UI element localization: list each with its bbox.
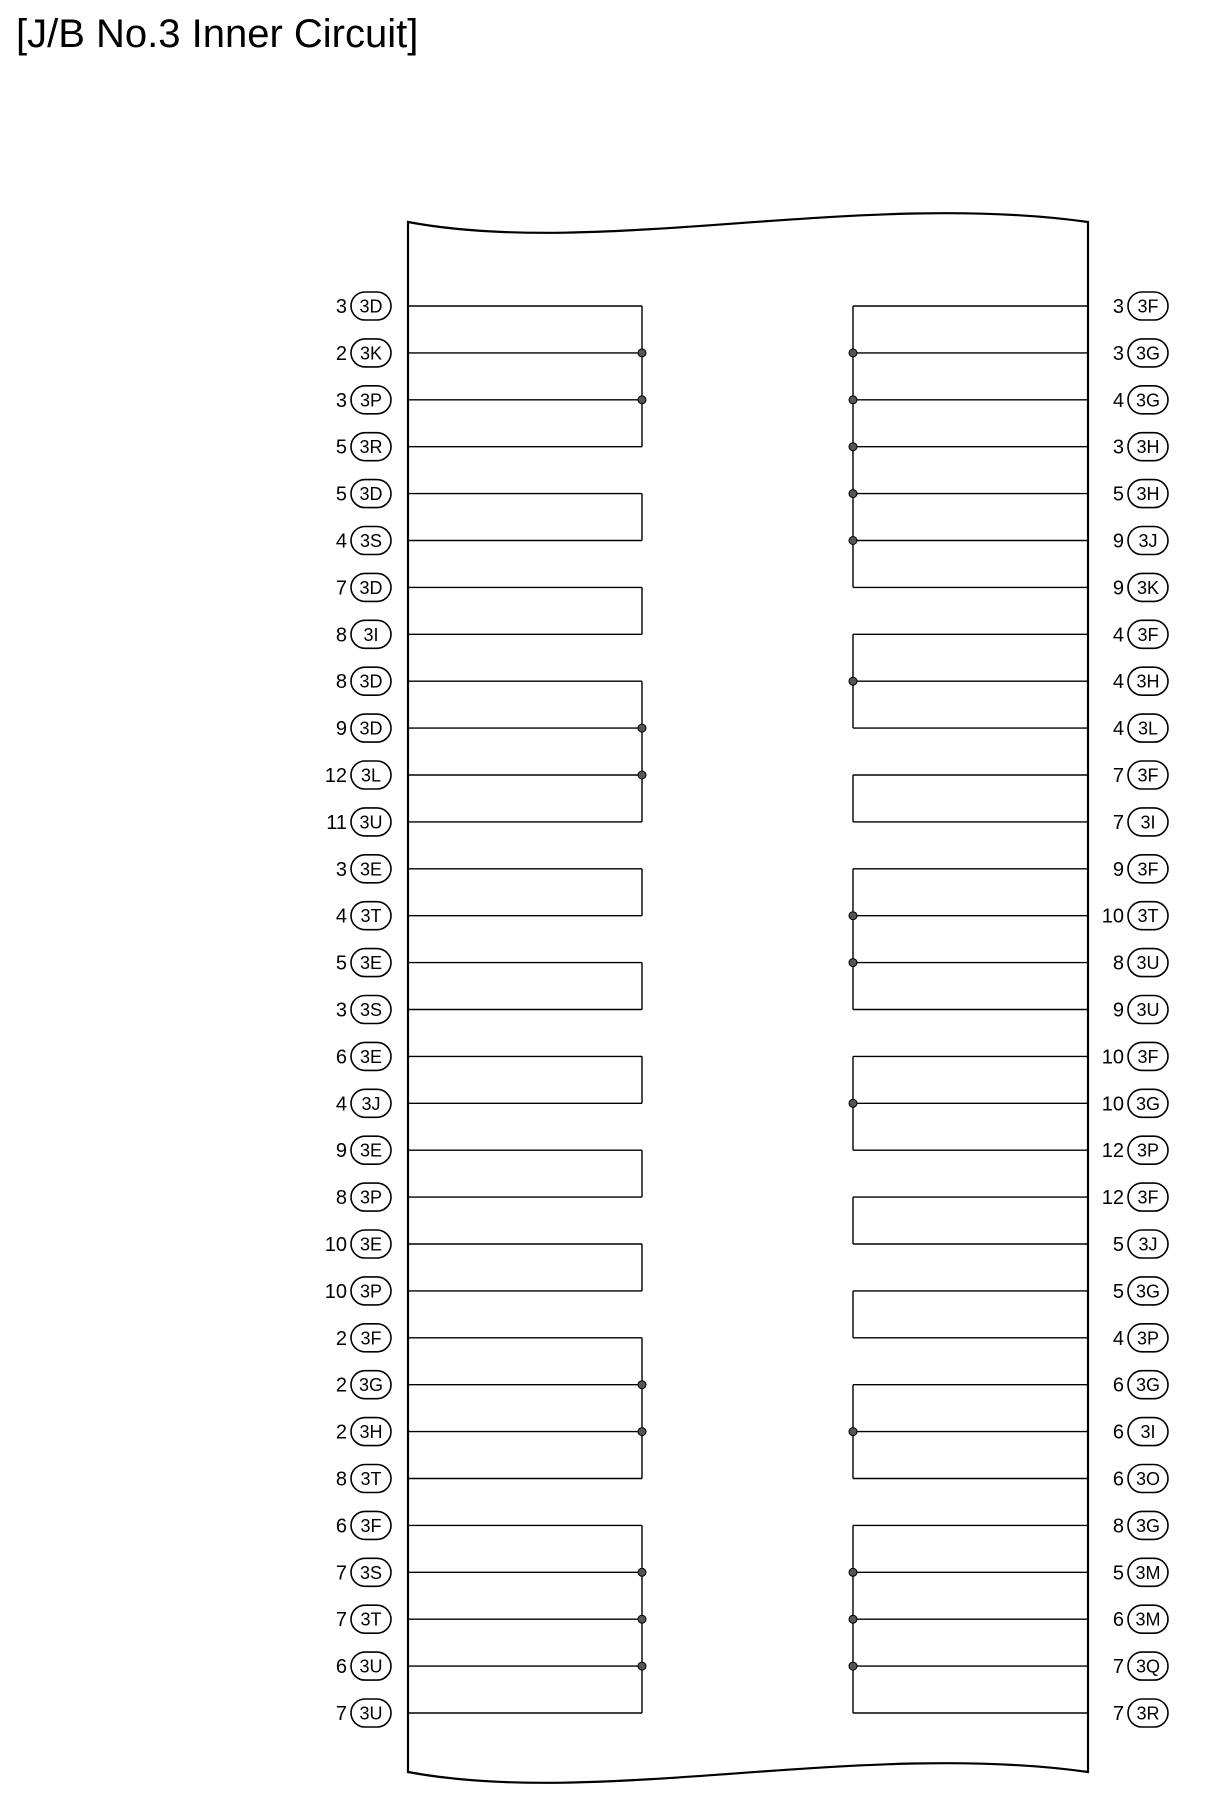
right-terminal-19 — [1102, 1183, 1168, 1211]
splice-point — [638, 396, 646, 404]
splice-point — [849, 1615, 857, 1623]
right-circuit-group-6 — [853, 1291, 1088, 1338]
left-terminal-30 — [336, 1699, 391, 1727]
splice-point — [638, 349, 646, 357]
splice-point — [638, 771, 646, 779]
left-terminal-15 — [336, 996, 391, 1024]
pin-number: 4 — [335, 530, 347, 553]
connector-label: 3U — [1136, 953, 1160, 974]
left-terminal-22 — [336, 1324, 391, 1352]
pin-number: 10 — [1101, 1046, 1124, 1069]
splice-point — [849, 349, 857, 357]
right-terminal-13 — [1102, 902, 1168, 930]
right-terminal-17 — [1102, 1089, 1168, 1117]
right-terminal-30 — [1113, 1699, 1168, 1727]
pin-number: 5 — [335, 952, 347, 975]
splice-point — [849, 1099, 857, 1107]
connector-label: 3R — [359, 437, 383, 458]
pin-number: 10 — [324, 1280, 347, 1303]
connector-label: 3L — [360, 765, 382, 786]
right-terminal-24 — [1113, 1418, 1168, 1446]
pin-number: 3 — [335, 296, 347, 318]
right-terminal-14 — [1113, 949, 1168, 977]
pin-number: 12 — [1101, 1140, 1124, 1163]
connector-label: 3D — [359, 577, 383, 598]
connector-label: 3G — [1135, 1281, 1161, 1302]
pin-number: 12 — [324, 765, 347, 787]
right-terminal-18 — [1102, 1136, 1168, 1164]
pin-number: 3 — [335, 858, 347, 881]
left-terminal-18 — [336, 1136, 391, 1164]
connector-label: 3G — [1135, 1515, 1161, 1536]
connector-label: 3T — [360, 1469, 382, 1489]
pin-number: 12 — [1101, 1187, 1124, 1210]
right-terminal-2 — [1113, 386, 1168, 414]
connector-label: 3K — [1136, 577, 1160, 598]
connector-label: 3I — [363, 624, 379, 645]
connector-label: 3G — [1135, 343, 1161, 364]
connector-label: 3T — [1137, 906, 1159, 927]
pin-number: 4 — [335, 1093, 347, 1116]
pin-number: 3 — [335, 999, 347, 1022]
connector-label: 3H — [1136, 484, 1160, 505]
left-terminal-0 — [336, 292, 391, 320]
pin-number: 7 — [1112, 765, 1124, 787]
pin-number: 5 — [1112, 1562, 1124, 1585]
pin-number: 5 — [335, 483, 347, 506]
left-terminal-13 — [336, 902, 391, 930]
connector-label: 3U — [1136, 1000, 1160, 1020]
pin-number: 10 — [1101, 905, 1124, 928]
pin-number: 10 — [324, 1234, 347, 1256]
connector-label: 3S — [359, 531, 383, 551]
splice-point — [638, 1662, 646, 1670]
connector-label: 3P — [359, 1187, 383, 1208]
pin-number: 6 — [1112, 1609, 1124, 1632]
connector-label: 3E — [359, 859, 383, 880]
pin-number: 9 — [335, 718, 347, 741]
left-circuit-group-6 — [408, 1056, 642, 1103]
left-terminal-19 — [336, 1183, 391, 1211]
right-circuit-group-7 — [849, 1385, 1088, 1479]
pin-number: 9 — [1112, 858, 1124, 881]
pin-number: 7 — [335, 577, 347, 600]
pin-number: 8 — [335, 1187, 347, 1210]
splice-point — [849, 1662, 857, 1670]
splice-point — [638, 1428, 646, 1436]
connector-label: 3K — [359, 343, 383, 364]
right-terminal-25 — [1113, 1465, 1168, 1493]
diagram-title: [J/B No.3 Inner Circuit] — [16, 12, 419, 56]
pin-number: 2 — [335, 1374, 347, 1397]
left-terminal-3 — [336, 433, 391, 461]
connector-label: 3U — [359, 1703, 383, 1724]
left-circuit-group-10 — [408, 1525, 646, 1713]
connector-label: 3P — [1136, 1328, 1160, 1349]
pin-number: 9 — [1112, 577, 1124, 600]
pin-number: 6 — [335, 1656, 347, 1679]
pin-number: 4 — [1112, 1327, 1124, 1350]
pin-number: 7 — [335, 1609, 347, 1632]
splice-point — [638, 1568, 646, 1576]
right-circuit-group-1 — [849, 634, 1088, 728]
connector-label: 3M — [1135, 1609, 1161, 1630]
left-terminal-6 — [336, 573, 391, 601]
connector-label: 3U — [359, 1656, 383, 1677]
connector-label: 3I — [1140, 812, 1156, 833]
connector-label: 3D — [359, 718, 383, 739]
right-terminal-15 — [1113, 996, 1168, 1024]
connector-label: 3H — [1136, 437, 1160, 458]
connector-label: 3F — [1137, 1046, 1159, 1067]
right-terminal-9 — [1113, 714, 1168, 742]
left-circuit-group-0 — [408, 306, 646, 447]
left-circuit-group-3 — [408, 681, 646, 822]
connector-label: 3E — [359, 1140, 383, 1161]
connector-label: 3F — [1137, 1187, 1159, 1208]
right-terminal-12 — [1113, 855, 1168, 883]
right-circuit-group-0 — [849, 306, 1088, 587]
splice-point — [849, 490, 857, 498]
pin-number: 5 — [1112, 1280, 1124, 1303]
left-circuit-group-5 — [408, 963, 642, 1010]
pin-number: 7 — [1112, 1656, 1124, 1679]
pin-number: 2 — [335, 1421, 347, 1444]
pin-number: 6 — [335, 1046, 347, 1069]
pin-number: 9 — [1112, 530, 1124, 553]
connector-label: 3J — [361, 1093, 381, 1114]
pin-number: 4 — [1112, 718, 1124, 741]
connector-label: 3P — [359, 390, 383, 411]
splice-point — [849, 1428, 857, 1436]
right-terminal-10 — [1113, 761, 1168, 789]
right-terminal-28 — [1113, 1605, 1168, 1633]
splice-point — [638, 724, 646, 732]
pin-number: 5 — [1112, 1234, 1124, 1256]
connector-label: 3L — [1137, 718, 1159, 739]
connector-label: 3E — [359, 1046, 383, 1067]
connector-label: 3I — [1140, 1422, 1156, 1443]
junction-block-outline — [408, 213, 1088, 1783]
right-circuit-group-2 — [853, 775, 1088, 822]
connector-label: 3H — [1136, 671, 1160, 692]
pin-number: 9 — [335, 1140, 347, 1163]
right-circuit-group-5 — [853, 1197, 1088, 1244]
right-terminal-5 — [1113, 527, 1168, 555]
left-terminal-column — [325, 292, 391, 1727]
left-terminal-5 — [336, 527, 391, 555]
connector-label: 3G — [1135, 390, 1161, 411]
pin-number: 4 — [335, 905, 347, 928]
left-circuit-group-7 — [408, 1150, 642, 1197]
pin-number: 7 — [1112, 811, 1124, 834]
right-terminal-11 — [1113, 808, 1168, 836]
connector-label: 3F — [1137, 624, 1159, 645]
right-terminal-3 — [1113, 433, 1168, 461]
left-terminal-16 — [336, 1042, 391, 1070]
pin-number: 5 — [1112, 483, 1124, 506]
pin-number: 6 — [1112, 1468, 1124, 1491]
wires-layer — [408, 306, 1088, 1713]
connector-label: 3U — [359, 812, 383, 833]
left-circuit-group-9 — [408, 1338, 646, 1479]
pin-number: 11 — [326, 811, 347, 834]
left-terminal-20 — [325, 1230, 391, 1258]
pin-number: 8 — [1112, 1515, 1124, 1538]
splice-point — [638, 1381, 646, 1389]
left-terminal-14 — [336, 949, 391, 977]
pin-number: 8 — [335, 624, 347, 647]
pin-number: 7 — [335, 1562, 347, 1585]
connector-label: 3F — [360, 1515, 382, 1536]
right-terminal-8 — [1113, 667, 1168, 695]
left-terminal-11 — [326, 808, 391, 836]
pin-number: 2 — [335, 1327, 347, 1350]
right-terminal-6 — [1113, 573, 1168, 601]
pin-number: 6 — [1112, 1421, 1124, 1444]
connector-label: 3F — [1137, 765, 1159, 786]
splice-point — [849, 396, 857, 404]
pin-number: 10 — [1101, 1093, 1124, 1116]
left-terminal-1 — [336, 339, 391, 367]
right-terminal-1 — [1113, 339, 1168, 367]
connector-label: 3S — [359, 1000, 383, 1020]
connector-label: 3T — [360, 906, 382, 927]
left-circuit-group-4 — [408, 869, 642, 916]
pin-number: 8 — [335, 671, 347, 694]
splice-point — [849, 959, 857, 967]
left-terminal-10 — [325, 761, 391, 789]
right-circuit-group-4 — [849, 1056, 1088, 1150]
connector-label: 3G — [358, 1375, 384, 1396]
right-terminal-27 — [1113, 1558, 1168, 1586]
pin-number: 8 — [335, 1468, 347, 1491]
connector-label: 3E — [359, 1234, 383, 1255]
right-terminal-20 — [1113, 1230, 1168, 1258]
splice-point — [849, 537, 857, 545]
connector-label: 3F — [1137, 859, 1159, 880]
pin-number: 6 — [1112, 1374, 1124, 1397]
right-terminal-4 — [1113, 480, 1168, 508]
right-terminal-0 — [1113, 292, 1168, 320]
connector-label: 3G — [1135, 1375, 1161, 1396]
pin-number: 8 — [1112, 952, 1124, 975]
left-terminal-12 — [336, 855, 391, 883]
left-terminal-7 — [336, 620, 391, 648]
pin-number: 7 — [1112, 1703, 1124, 1725]
splice-point — [638, 1615, 646, 1623]
left-terminal-4 — [336, 480, 391, 508]
right-terminal-16 — [1102, 1042, 1168, 1070]
left-terminal-21 — [325, 1277, 391, 1305]
pin-number: 4 — [1112, 389, 1124, 412]
connector-label: 3P — [1136, 1140, 1160, 1161]
left-terminal-28 — [336, 1605, 391, 1633]
connector-label: 3P — [359, 1281, 383, 1302]
right-terminal-22 — [1113, 1324, 1168, 1352]
pin-number: 3 — [335, 389, 347, 412]
pin-number: 9 — [1112, 999, 1124, 1022]
right-circuit-group-3 — [849, 869, 1088, 1010]
left-circuit-group-2 — [408, 587, 642, 634]
right-terminal-21 — [1113, 1277, 1168, 1305]
connector-label: 3D — [359, 671, 383, 692]
connector-label: 3J — [1138, 531, 1158, 551]
pin-number: 2 — [335, 342, 347, 365]
left-terminal-25 — [336, 1465, 391, 1493]
connector-label: 3E — [359, 953, 383, 974]
connector-label: 3R — [1136, 1703, 1160, 1724]
splice-point — [849, 677, 857, 685]
splice-point — [849, 443, 857, 451]
connector-label: 3S — [359, 1562, 383, 1583]
left-terminal-2 — [336, 386, 391, 414]
pin-number: 7 — [335, 1703, 347, 1725]
pin-number: 3 — [1112, 342, 1124, 365]
pin-number: 4 — [1112, 671, 1124, 694]
connector-label: 3F — [1137, 296, 1159, 317]
left-terminal-29 — [336, 1652, 391, 1680]
left-terminal-23 — [336, 1371, 391, 1399]
connector-label: 3O — [1135, 1469, 1161, 1489]
left-terminal-8 — [336, 667, 391, 695]
right-terminal-7 — [1113, 620, 1168, 648]
right-terminal-23 — [1113, 1371, 1168, 1399]
pin-number: 3 — [1112, 296, 1124, 318]
pin-number: 5 — [335, 436, 347, 459]
connector-label: 3J — [1138, 1234, 1158, 1255]
connector-label: 3H — [359, 1422, 383, 1443]
right-circuit-group-8 — [849, 1525, 1088, 1713]
left-terminal-9 — [336, 714, 391, 742]
connector-label: 3T — [360, 1609, 382, 1630]
right-terminal-column — [1102, 292, 1168, 1727]
connector-label: 3D — [359, 296, 383, 317]
connector-label: 3G — [1135, 1093, 1161, 1114]
left-terminal-27 — [336, 1558, 391, 1586]
left-terminal-26 — [336, 1511, 391, 1539]
splice-point — [849, 1568, 857, 1576]
pin-number: 3 — [1112, 436, 1124, 459]
connector-label: 3M — [1135, 1562, 1161, 1583]
splice-point — [849, 912, 857, 920]
left-circuit-group-8 — [408, 1244, 642, 1291]
pin-number: 6 — [335, 1515, 347, 1538]
connector-label: 3Q — [1135, 1656, 1161, 1677]
left-terminal-17 — [336, 1089, 391, 1117]
left-circuit-group-1 — [408, 494, 642, 541]
right-terminal-26 — [1113, 1511, 1168, 1539]
left-terminal-24 — [336, 1418, 391, 1446]
connector-label: 3D — [359, 484, 383, 505]
pin-number: 4 — [1112, 624, 1124, 647]
connector-label: 3F — [360, 1328, 382, 1349]
right-terminal-29 — [1113, 1652, 1168, 1680]
